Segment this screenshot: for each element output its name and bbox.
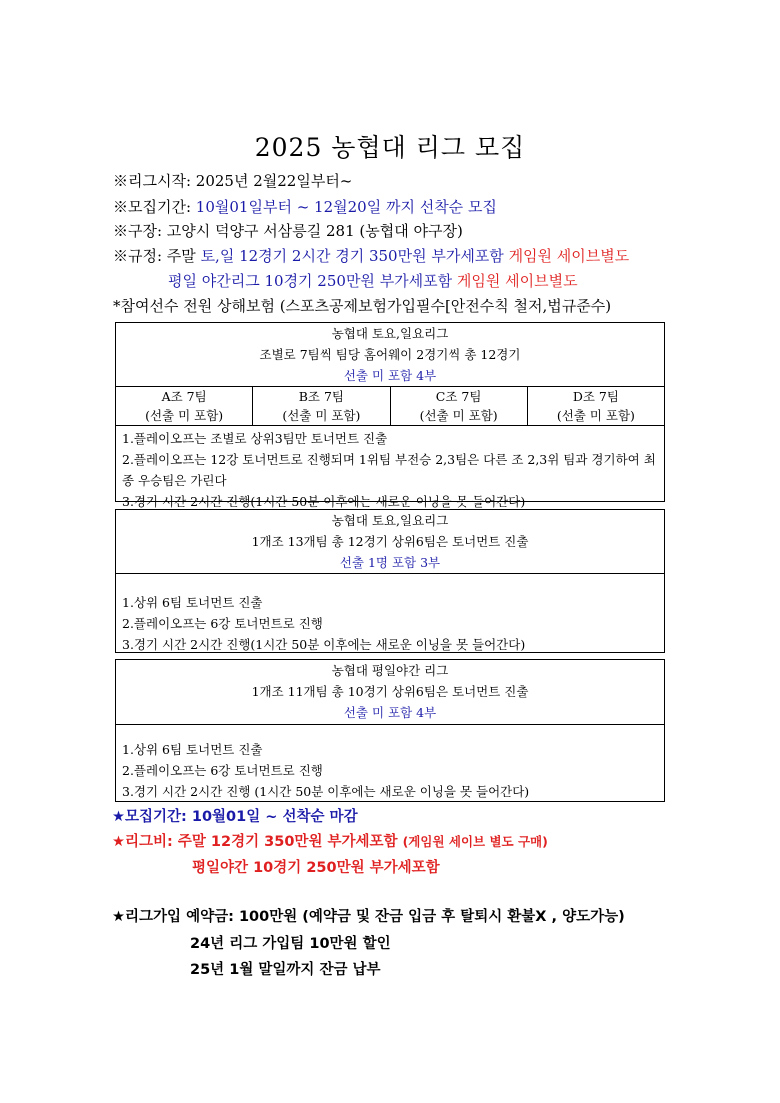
rule-item: 3.경기 시간 2시간 진행(1시간 50분 이후에는 새로운 이닝을 못 들어간다) — [122, 494, 526, 509]
rule-item: 1.상위 6팀 토너먼트 진출 — [122, 595, 263, 610]
rule-weekday-fee: 평일 야간리그 10경기 250만원 부가세포함 — [168, 272, 457, 290]
rule-label: ※규정: 주말 — [113, 247, 201, 265]
rule-item: 2.플레이오프는 6강 토너먼트로 진행 — [122, 763, 323, 778]
rule-item: 3.경기 시간 2시간 진행(1시간 50분 이후에는 새로운 이닝을 못 들어간다) — [122, 637, 526, 652]
weekend-league-box-1 — [115, 322, 665, 509]
group-cell — [391, 387, 528, 425]
rule-weekend — [113, 245, 629, 266]
fee-note: (게임원 세이브 별도 구매) — [402, 834, 548, 849]
venue: ※구장: 고양시 덕양구 서삼릉길 281 (농협대 야구장) — [113, 222, 463, 240]
box-title: 농협대 토요,일요리그 — [331, 326, 449, 341]
footer-recruit-period: ★모집기간: 10월01일 ~ 선착순 마감 — [112, 809, 358, 825]
group-name: A조 7팀 — [161, 389, 207, 404]
recruit-period — [113, 196, 497, 217]
group-sub: (선출 미 포함) — [145, 408, 224, 423]
league-start: ※리그시작: 2025년 2월22일부터~ — [113, 172, 353, 190]
rule-item: 2.플레이오프는 12강 토너먼트로 진행되며 1위팀 부전승 2,3팀은 다른 조 2,3위 팀과 경기하여 최종 우승팀은 가린다 — [122, 452, 656, 488]
box-desc: 조별로 7팀씩 팀당 홈어웨이 2경기씩 총 12경기 — [259, 347, 521, 362]
rule-item: 1.플레이오프는 조별로 상위3팀만 토너먼트 진출 — [122, 431, 388, 446]
insurance-note: *참여선수 전원 상해보험 (스포츠공제보험가입필수[안전수칙 철저,법규준수) — [113, 297, 612, 315]
fee-main: ★리그비: 주말 12경기 350만원 부가세포함 — [112, 834, 403, 850]
group-sub: (선출 미 포함) — [282, 408, 361, 423]
group-table — [116, 386, 664, 426]
rule-weekday-save: 게임원 세이브별도 — [456, 272, 578, 290]
rules-list — [116, 725, 664, 804]
group-cell — [528, 387, 664, 425]
group-name: B조 7팀 — [298, 389, 344, 404]
footer-balance: 25년 1월 말일까지 잔금 납부 — [190, 962, 381, 978]
rule-item: 3.경기 시간 2시간 진행 (1시간 50분 이후에는 새로운 이닝을 못 들어간다) — [122, 784, 530, 799]
rule-weekday — [168, 270, 578, 291]
footer-league-fee — [112, 830, 548, 851]
group-cell — [253, 387, 390, 425]
group-name: D조 7팀 — [572, 389, 619, 404]
group-sub: (선출 미 포함) — [556, 408, 635, 423]
box-note: 선출 미 포함 4부 — [343, 368, 437, 383]
footer-weekday-fee: 평일야간 10경기 250만원 부가세포함 — [192, 860, 440, 876]
box-note: 선출 미 포함 4부 — [343, 705, 437, 720]
rule-item: 2.플레이오프는 6강 토너먼트로 진행 — [122, 616, 323, 631]
footer-discount: 24년 리그 가입팀 10만원 할인 — [190, 936, 391, 952]
rule-weekend-fee: 토,일 12경기 2시간 경기 350만원 부가세포함 — [200, 247, 509, 265]
box-title: 농협대 토요,일요리그 — [331, 513, 449, 528]
recruit-period-value: 10월01일부터 ~ 12월20일 까지 선착순 모집 — [195, 198, 497, 216]
box-title: 농협대 평일야간 리그 — [331, 663, 449, 678]
group-name: C조 7팀 — [435, 389, 482, 404]
rule-item: 1.상위 6팀 토너먼트 진출 — [122, 742, 263, 757]
group-sub: (선출 미 포함) — [419, 408, 498, 423]
rules-list — [116, 426, 664, 514]
rules-list — [116, 574, 664, 657]
box-note: 선출 1명 포함 3부 — [339, 555, 441, 570]
group-cell — [116, 387, 253, 425]
footer-deposit: ★리그가입 예약금: 100만원 (예약금 및 잔금 입금 후 탈퇴시 환불X , 양도가능) — [112, 909, 625, 925]
box-desc: 1개조 11개팀 총 10경기 상위6팀은 토너먼트 진출 — [251, 684, 529, 699]
recruit-period-label: ※모집기간: — [113, 198, 196, 216]
weekend-league-box-2 — [115, 509, 665, 653]
rule-weekend-save: 게임원 세이브별도 — [508, 247, 630, 265]
weekday-league-box — [115, 659, 665, 802]
box-desc: 1개조 13개팀 총 12경기 상위6팀은 토너먼트 진출 — [251, 534, 529, 549]
page-title: 2025 농협대 리그 모집 — [254, 133, 526, 162]
